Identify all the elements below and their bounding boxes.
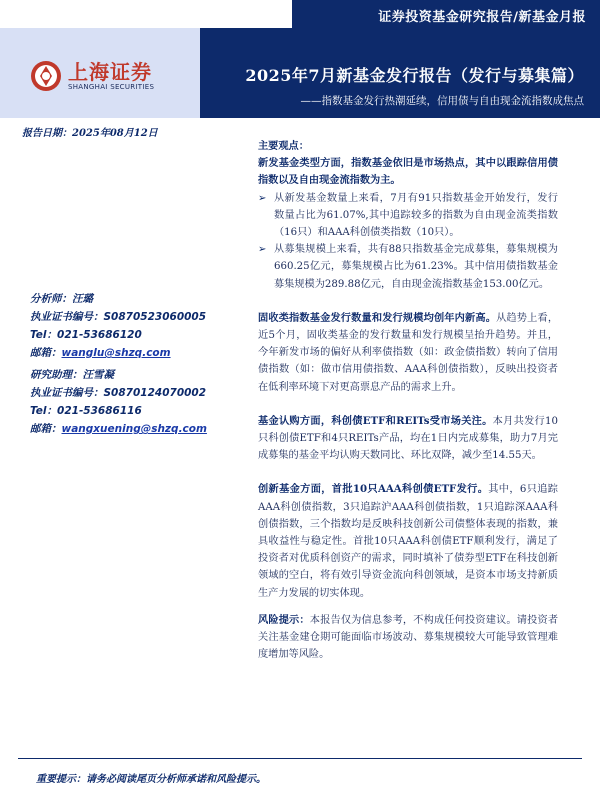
bullet-text: 从新发基金数量上来看，7月有91只指数基金开始发行，发行数量占比为61.07%,其中追踪较多的指数为自由现金流类指数（16只）和AAA科创债类指数（10只）。 <box>274 192 558 239</box>
logo-icon <box>30 60 62 92</box>
key-point-1: 新发基金类型方面，指数基金依旧是市场热点，其中以跟踪信用债指数以及自由现金流指数为主。 <box>258 157 558 187</box>
key-point-4 <box>258 481 558 601</box>
key-point-2-lead: 固收类指数基金发行数量和发行规模均创年内新高。 <box>258 311 497 324</box>
report-subtitle: ——指数基金发行热潮延续，信用债与自由现金流指数成焦点 <box>300 95 584 107</box>
key-point-3-body: 本月共发行10只科创债ETF和4只REITs产品，均在1日内完成募集，助力7月完成募集的基金平均认购天数同比、环比双降，减少至14.55天。 <box>258 415 558 462</box>
bullet-text: 从募集规模上来看，共有88只指数基金完成募集，募集规模为660.25亿元，募集规模占比为61.23%。其中信用债指数基金募集规模为289.88亿元，自由现金流指数基金153.00亿元。 <box>274 244 558 290</box>
risk-warning <box>258 612 558 664</box>
key-point-2 <box>258 310 558 396</box>
risk-text: 本报告仅为信息参考，不构成任何投资建议。请投资者关注基金建仓期可能面临市场波动、募集规模较大可能导致管理难度增加等风险。 <box>258 614 559 661</box>
key-point-4-body: 其中，6只追踪AAA科创债指数，3只追踪沪AAA科创债指数，1只追踪深AAA科创债指数，三个指数均是反映科技创新公司债整体表现的指数，兼具收益性与稳定性。首批10只AAA科创债ETF顺利发行，满足了投资者对优质科创资产的需求，同时填补了债券型ETF在科技创新领域的空白，将有效引导资金流向科创领域，是资本市场支持新质生产力发展的切实体现。 <box>258 484 558 599</box>
arrow-bullet-icon: ➢ <box>258 192 267 204</box>
assistant-name: 研究助理：汪雪凝 <box>30 369 114 381</box>
assistant-info <box>30 366 207 438</box>
analyst-tel: Tel：021-53686120 <box>30 329 142 341</box>
analyst-name: 分析师：汪璐 <box>30 293 93 305</box>
bullet-item <box>258 190 558 242</box>
analyst-cert: 执业证书编号：S0870523060005 <box>30 311 207 323</box>
top-banner <box>292 0 600 28</box>
risk-label: 风险提示： <box>258 613 310 626</box>
assistant-tel: Tel：021-53686116 <box>30 405 142 417</box>
arrow-bullet-icon: ➢ <box>258 244 267 256</box>
key-point-3-lead: 基金认购方面，科创债ETF和REITs受市场关注。 <box>258 414 493 427</box>
key-point-2-body: 从趋势上看，近5个月，固收类基金的发行数量和发行规模呈抬升趋势。并且，今年新发市场的偏好从利率债指数（如：政金债指数）转向了信用债指数（如：做市信用债指数、AAA科创债指数），反映出投资者在低利率环境下对更高票息产品的需求上升。 <box>258 312 559 393</box>
analyst-email-link[interactable]: wanglu@shzq.com <box>61 347 171 359</box>
section-heading: 主要观点： <box>258 140 309 152</box>
footer-divider <box>18 758 582 759</box>
logo-name-en: SHANGHAI SECURITIES <box>68 83 155 91</box>
assistant-cert: 执业证书编号：S0870124070002 <box>30 387 207 399</box>
logo-name-cn: 上海证券 <box>68 60 152 84</box>
sidebar <box>0 118 240 760</box>
report-category: 证券投资基金研究报告/新基金月报 <box>378 10 586 25</box>
email-label: 邮箱： <box>30 347 62 359</box>
bullet-item <box>258 241 558 293</box>
report-title: 2025年7月新基金发行报告（发行与募集篇） <box>245 66 584 85</box>
company-logo <box>30 60 154 92</box>
key-point-4-lead: 创新基金方面，首批10只AAA科创债ETF发行。 <box>258 483 489 496</box>
email-label: 邮箱： <box>30 423 62 435</box>
analyst-info <box>30 290 206 362</box>
assistant-email-link[interactable]: wangxuening@shzq.com <box>61 423 207 435</box>
report-date: 报告日期：2025年08月12日 <box>22 128 158 139</box>
key-point-3 <box>258 413 558 465</box>
footer-disclaimer: 重要提示：请务必阅读尾页分析师承诺和风险提示。 <box>36 774 266 785</box>
main-content <box>258 138 558 663</box>
